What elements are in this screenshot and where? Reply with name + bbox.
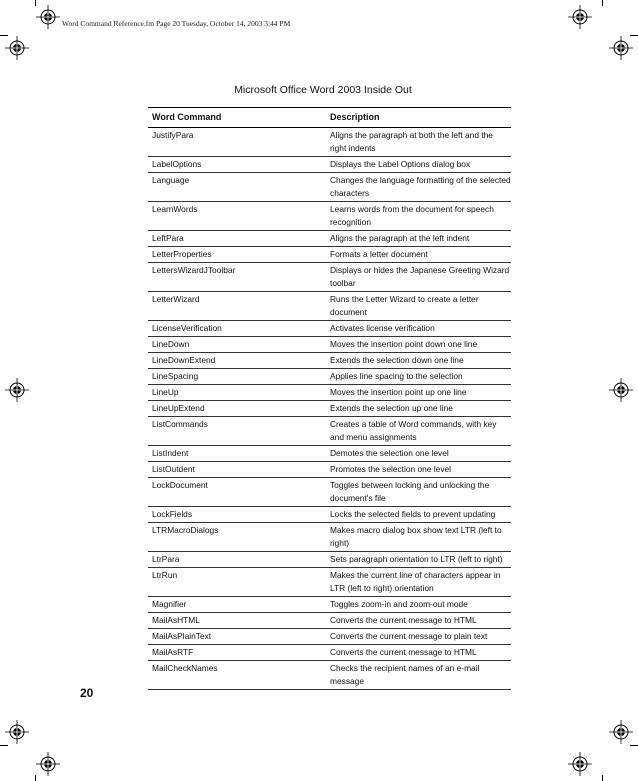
description-cell: Checks the recipient names of an e-mail message (330, 663, 480, 686)
description-cell: Toggles zoom-in and zoom-out mode (330, 599, 468, 609)
command-cell: LineSpacing (152, 371, 199, 381)
description-cell: Converts the current message to plain text (330, 631, 488, 641)
registration-target-icon (36, 752, 60, 776)
registration-target-icon (609, 36, 633, 60)
table-row (148, 462, 511, 478)
table-row (148, 629, 511, 645)
table-row (148, 263, 511, 292)
command-cell: LineDownExtend (152, 355, 216, 365)
command-cell: LockDocument (152, 480, 208, 490)
command-cell: LtrPara (152, 554, 180, 564)
crop-line (35, 0, 36, 6)
description-cell: Aligns the paragraph at both the left and the right indents (330, 130, 493, 153)
table-row (148, 613, 511, 629)
running-head: Microsoft Office Word 2003 Inside Out (234, 84, 412, 96)
description-cell: Moves the insertion point down one line (330, 339, 478, 349)
table-row (148, 337, 511, 353)
command-cell: ListOutdent (152, 464, 195, 474)
description-cell: Extends the selection down one line (330, 355, 464, 365)
registration-target-icon (5, 720, 29, 744)
registration-target-icon (5, 36, 29, 60)
description-cell: Activates license verification (330, 323, 435, 333)
description-cell: Toggles between locking and unlocking the document's file (330, 480, 490, 503)
description-cell: Displays or hides the Japanese Greeting Wizard toolbar (330, 265, 510, 288)
table-row (148, 369, 511, 385)
command-cell: Language (152, 175, 190, 185)
header-word-command: Word Command (152, 112, 222, 122)
command-cell: LtrRun (152, 570, 178, 580)
description-cell: Runs the Letter Wizard to create a letter document (330, 294, 479, 317)
table-row (148, 417, 511, 446)
table-row (148, 401, 511, 417)
description-cell: Learns words from the document for speech recognition (330, 204, 494, 227)
command-cell: ListIndent (152, 448, 189, 458)
command-cell: MailCheckNames (152, 663, 218, 673)
command-cell: LetterWizard (152, 294, 200, 304)
command-cell: LicenseVerification (152, 323, 222, 333)
command-cell: LockFields (152, 509, 193, 519)
command-cell: MailAsPlainText (152, 631, 212, 641)
table-body (148, 128, 511, 690)
crop-line (630, 745, 638, 746)
table-row (148, 321, 511, 337)
registration-target-icon (36, 5, 60, 29)
description-cell: Promotes the selection one level (330, 464, 452, 474)
command-cell: MailAsHTML (152, 615, 200, 625)
description-cell: Aligns the paragraph at the left indent (330, 233, 470, 243)
table-row (148, 157, 511, 173)
description-cell: Formats a letter document (330, 249, 428, 259)
description-cell: Sets paragraph orientation to LTR (left to right) (330, 554, 503, 564)
description-cell: Applies line spacing to the selection (330, 371, 463, 381)
command-cell: JustifyPara (152, 130, 194, 140)
table-row (148, 202, 511, 231)
command-cell: LearnWords (152, 204, 198, 214)
command-cell: LineUpExtend (152, 403, 205, 413)
table-row (148, 552, 511, 568)
crop-line (602, 0, 603, 6)
page-number: 20 (80, 686, 94, 700)
command-cell: ListCommands (152, 419, 208, 429)
table-row (148, 385, 511, 401)
header-description: Description (330, 112, 380, 122)
description-cell: Demotes the selection one level (330, 448, 449, 458)
description-cell: Moves the insertion point up one line (330, 387, 467, 397)
registration-target-icon (5, 378, 29, 402)
command-cell: Magnifier (152, 599, 187, 609)
description-cell: Converts the current message to HTML (330, 647, 477, 657)
command-cell: LineDown (152, 339, 190, 349)
command-cell: LeftPara (152, 233, 184, 243)
print-slug: Word Command Reference.fm Page 20 Tuesday, October 14, 2003 3:44 PM (62, 19, 291, 28)
table-row (148, 597, 511, 613)
crop-line (0, 35, 8, 36)
description-cell: Displays the Label Options dialog box (330, 159, 471, 169)
command-table (148, 107, 511, 690)
table-row (148, 446, 511, 462)
table-row (148, 645, 511, 661)
description-cell: Extends the selection up one line (330, 403, 453, 413)
table-row (148, 353, 511, 369)
registration-target-icon (609, 378, 633, 402)
table-row (148, 247, 511, 263)
table-row (148, 568, 511, 597)
description-cell: Makes the current line of characters appear in LTR (left to right) orientation (330, 570, 501, 593)
crop-line (602, 775, 603, 781)
table-row (148, 231, 511, 247)
registration-target-icon (609, 720, 633, 744)
crop-line (35, 775, 36, 781)
description-cell: Locks the selected fields to prevent updating (330, 509, 496, 519)
description-cell: Makes macro dialog box show text LTR (left to right) (330, 525, 502, 548)
command-cell: LettersWizardJToolbar (152, 265, 236, 275)
table-row (148, 292, 511, 321)
command-cell: LetterProperties (152, 249, 212, 259)
registration-target-icon (568, 5, 592, 29)
crop-line (630, 35, 638, 36)
description-cell: Converts the current message to HTML (330, 615, 477, 625)
description-cell: Creates a table of Word commands, with key and menu assignments (330, 419, 497, 442)
table-row (148, 173, 511, 202)
command-cell: LineUp (152, 387, 179, 397)
table-row (148, 523, 511, 552)
table-row (148, 661, 511, 690)
table-row (148, 478, 511, 507)
command-cell: LabelOptions (152, 159, 202, 169)
command-cell: LTRMacroDialogs (152, 525, 219, 535)
description-cell: Changes the language formatting of the selected characters (330, 175, 511, 198)
registration-target-icon (568, 752, 592, 776)
command-cell: MailAsRTF (152, 647, 194, 657)
table-header (148, 108, 511, 128)
table-row (148, 507, 511, 523)
table-row (148, 128, 511, 157)
crop-line (0, 745, 8, 746)
